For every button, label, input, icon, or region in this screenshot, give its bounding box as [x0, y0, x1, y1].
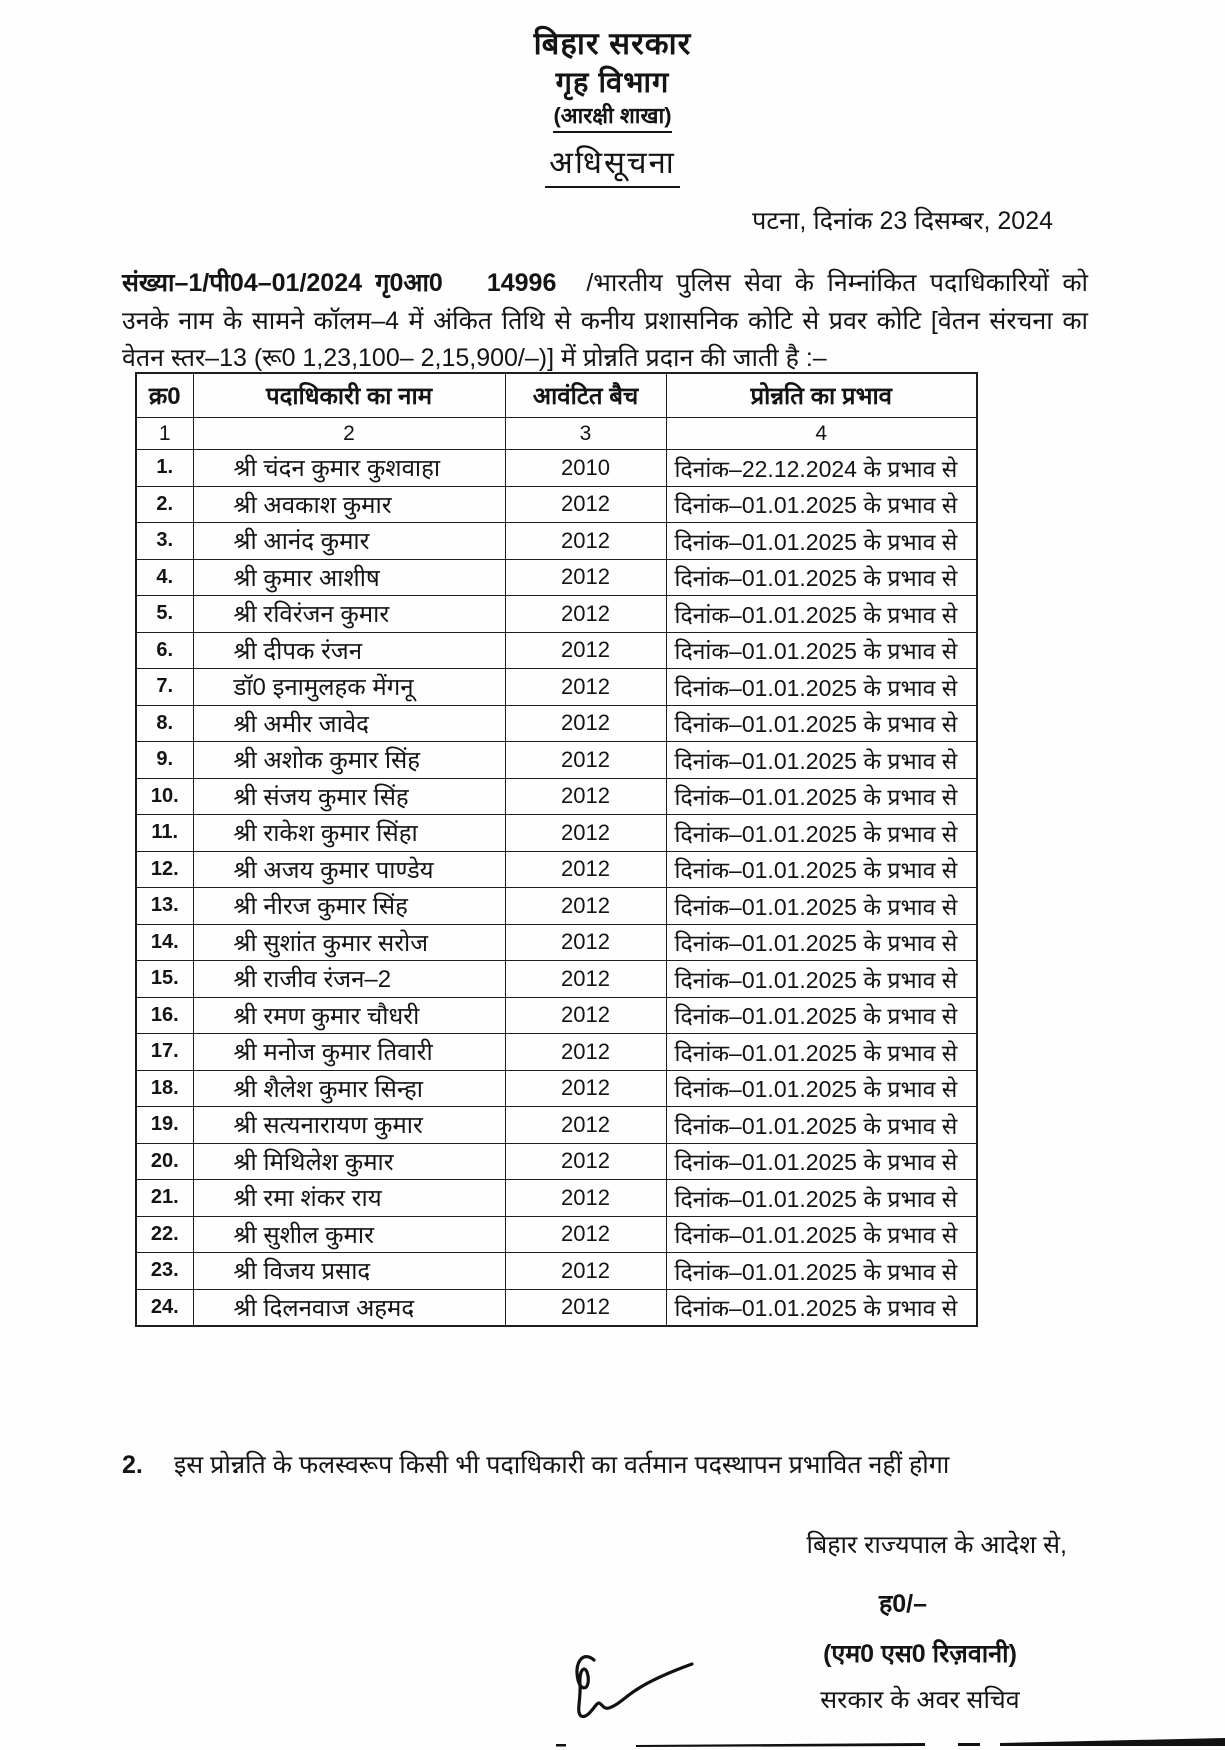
promotion-effect: दिनांक–01.01.2025 के प्रभाव से [666, 742, 977, 779]
promotion-effect: दिनांक–01.01.2025 के प्रभाव से [666, 1143, 977, 1180]
row-serial: 6. [136, 632, 193, 669]
promotion-effect: दिनांक–01.01.2025 के प्रभाव से [666, 1289, 977, 1326]
promotion-effect: दिनांक–01.01.2025 के प्रभाव से [666, 632, 977, 669]
row-serial: 10. [136, 778, 193, 815]
promotion-effect: दिनांक–22.12.2024 के प्रभाव से [666, 450, 977, 487]
row-serial: 24. [136, 1289, 193, 1326]
officer-name: श्री दीपक रंजन [193, 632, 505, 669]
promotion-effect: दिनांक–01.01.2025 के प्रभाव से [666, 596, 977, 633]
promotion-effect: दिनांक–01.01.2025 के प्रभाव से [666, 559, 977, 596]
officer-name: श्री संजय कुमार सिंह [193, 778, 505, 815]
promotion-effect: दिनांक–01.01.2025 के प्रभाव से [666, 888, 977, 925]
row-serial: 14. [136, 924, 193, 961]
allotted-batch: 2012 [505, 632, 666, 669]
promotion-effect: दिनांक–01.01.2025 के प्रभाव से [666, 1034, 977, 1071]
intro-paragraph [122, 265, 1088, 378]
promotion-effect: दिनांक–01.01.2025 के प्रभाव से [666, 961, 977, 998]
table-row [136, 559, 977, 596]
row-serial: 3. [136, 523, 193, 560]
column-number: 2 [193, 418, 505, 450]
department-name: गृह विभाग [555, 67, 670, 99]
allotted-batch: 2012 [505, 1216, 666, 1253]
table-row [136, 1070, 977, 1107]
officer-name: श्री मनोज कुमार तिवारी [193, 1034, 505, 1071]
dispatch-number: 14996 [486, 269, 557, 297]
notification-title: अधिसूचना [0, 141, 1225, 188]
signature-scribble [566, 1642, 706, 1737]
row-serial: 22. [136, 1216, 193, 1253]
allotted-batch: 2012 [505, 888, 666, 925]
allotted-batch: 2012 [505, 523, 666, 560]
header-batch: आवंटित बैच [505, 373, 666, 418]
officer-name: श्री अवकाश कुमार [193, 486, 505, 523]
table-row [136, 888, 977, 925]
officer-name: डॉ0 इनामुलहक मेंगनू [193, 669, 505, 706]
table-row [136, 778, 977, 815]
row-serial: 19. [136, 1107, 193, 1144]
row-serial: 17. [136, 1034, 193, 1071]
promotion-effect: दिनांक–01.01.2025 के प्रभाव से [666, 815, 977, 852]
allotted-batch: 2012 [505, 997, 666, 1034]
allotted-batch: 2012 [505, 961, 666, 998]
officers-promotion-table [135, 372, 978, 1327]
promotion-effect: दिनांक–01.01.2025 के प्रभाव से [666, 1253, 977, 1290]
officer-name: श्री कुमार आशीष [193, 559, 505, 596]
allotted-batch: 2012 [505, 705, 666, 742]
promotion-effect: दिनांक–01.01.2025 के प्रभाव से [666, 705, 977, 742]
officer-name: श्री अजय कुमार पाण्डेय [193, 851, 505, 888]
allotted-batch: 2012 [505, 1180, 666, 1217]
allotted-batch: 2012 [505, 815, 666, 852]
footnote-text: इस प्रोन्नति के फलस्वरूप किसी भी पदाधिकारी का वर्तमान पदस्थापन प्रभावित नहीं होगा [174, 1451, 950, 1479]
row-serial: 21. [136, 1180, 193, 1217]
branch-name: (आरक्षी शाखा) [553, 102, 671, 133]
row-serial: 2. [136, 486, 193, 523]
row-serial: 13. [136, 888, 193, 925]
officer-name: श्री दिलनवाज अहमद [193, 1289, 505, 1326]
promotion-effect: दिनांक–01.01.2025 के प्रभाव से [666, 997, 977, 1034]
officer-name: श्री रमा शंकर राय [193, 1180, 505, 1217]
allotted-batch: 2010 [505, 450, 666, 487]
reference-number-prefix: संख्या–1/पी04–01/2024 गृ0आ0 [122, 269, 443, 297]
table-row [136, 851, 977, 888]
promotion-effect: दिनांक–01.01.2025 के प्रभाव से [666, 851, 977, 888]
officer-name: श्री मिथिलेश कुमार [193, 1143, 505, 1180]
row-serial: 18. [136, 1070, 193, 1107]
table-row [136, 961, 977, 998]
allotted-batch: 2012 [505, 778, 666, 815]
row-serial: 1. [136, 450, 193, 487]
officer-name: श्री रविरंजन कुमार [193, 596, 505, 633]
signatory-name: (एम0 एस0 रिज़वानी) [823, 1640, 1017, 1668]
row-serial: 23. [136, 1253, 193, 1290]
table-row [136, 705, 977, 742]
row-serial: 8. [136, 705, 193, 742]
column-number: 3 [505, 418, 666, 450]
officer-name: श्री विजय प्रसाद [193, 1253, 505, 1290]
promotion-effect: दिनांक–01.01.2025 के प्रभाव से [666, 924, 977, 961]
scan-edge-artifact [0, 1736, 1225, 1750]
officer-name: श्री अमीर जावेद [193, 705, 505, 742]
row-serial: 12. [136, 851, 193, 888]
table-row [136, 1143, 977, 1180]
promotion-effect: दिनांक–01.01.2025 के प्रभाव से [666, 778, 977, 815]
officer-name: श्री आनंद कुमार [193, 523, 505, 560]
row-serial: 15. [136, 961, 193, 998]
officer-name: श्री राकेश कुमार सिंहा [193, 815, 505, 852]
document-header [0, 24, 1225, 133]
allotted-batch: 2012 [505, 1034, 666, 1071]
government-name: बिहार सरकार [533, 26, 692, 61]
allotted-batch: 2012 [505, 669, 666, 706]
signatory-title: सरकार के अवर सचिव [820, 1686, 1020, 1714]
table-row [136, 632, 977, 669]
table-row [136, 742, 977, 779]
officer-name: श्री सत्यनारायण कुमार [193, 1107, 505, 1144]
allotted-batch: 2012 [505, 924, 666, 961]
officer-name: श्री नीरज कुमार सिंह [193, 888, 505, 925]
allotted-batch: 2012 [505, 596, 666, 633]
header-name: पदाधिकारी का नाम [193, 373, 505, 418]
officer-name: श्री सुशील कुमार [193, 1216, 505, 1253]
allotted-batch: 2012 [505, 1253, 666, 1290]
table-row [136, 815, 977, 852]
allotted-batch: 2012 [505, 1070, 666, 1107]
table-row [136, 1180, 977, 1217]
table-row [136, 1034, 977, 1071]
table-row [136, 924, 977, 961]
signed-mark: ह0/– [878, 1590, 928, 1618]
table-row [136, 1289, 977, 1326]
allotted-batch: 2012 [505, 1107, 666, 1144]
allotted-batch: 2012 [505, 742, 666, 779]
officer-name: श्री रमण कुमार चौधरी [193, 997, 505, 1034]
footnote-number: 2. [122, 1451, 143, 1479]
row-serial: 11. [136, 815, 193, 852]
table-row [136, 1216, 977, 1253]
promotion-effect: दिनांक–01.01.2025 के प्रभाव से [666, 1180, 977, 1217]
table-row [136, 486, 977, 523]
intro-body-text: /भारतीय पुलिस सेवा के निम्नांकित पदाधिकारियों को उनके नाम के सामने कॉलम–4 में अंकित तिथि से कनीय प्रशासनिक कोटि से प्रवर कोटि [वेतन संरचना का वेतन स्तर–13 (रू0 1,23,100– 2,15,900/–)] में प्रोन्नति प्रदान की जाती है :– [122, 269, 1088, 372]
table-row [136, 669, 977, 706]
table-row [136, 997, 977, 1034]
table-row [136, 1107, 977, 1144]
officer-name: श्री अशोक कुमार सिंह [193, 742, 505, 779]
column-number: 1 [136, 418, 193, 450]
allotted-batch: 2012 [505, 1289, 666, 1326]
officer-name: श्री शैलेश कुमार सिन्हा [193, 1070, 505, 1107]
row-serial: 20. [136, 1143, 193, 1180]
allotted-batch: 2012 [505, 851, 666, 888]
promotion-effect: दिनांक–01.01.2025 के प्रभाव से [666, 1216, 977, 1253]
officers-table-body [136, 450, 977, 1327]
row-serial: 16. [136, 997, 193, 1034]
by-order-line: बिहार राज्यपाल के आदेश से, [806, 1531, 1067, 1559]
allotted-batch: 2012 [505, 559, 666, 596]
header-serial: क्र0 [136, 373, 193, 418]
column-number: 4 [666, 418, 977, 450]
table-row [136, 523, 977, 560]
promotion-effect: दिनांक–01.01.2025 के प्रभाव से [666, 523, 977, 560]
place-date: पटना, दिनांक 23 दिसम्बर, 2024 [752, 207, 1053, 235]
row-serial: 5. [136, 596, 193, 633]
table-row [136, 450, 977, 487]
promotion-effect: दिनांक–01.01.2025 के प्रभाव से [666, 669, 977, 706]
allotted-batch: 2012 [505, 1143, 666, 1180]
table-row [136, 1253, 977, 1290]
allotted-batch: 2012 [505, 486, 666, 523]
table-header-row [136, 373, 977, 418]
table-row [136, 596, 977, 633]
promotion-effect: दिनांक–01.01.2025 के प्रभाव से [666, 486, 977, 523]
header-effect: प्रोन्नति का प्रभाव [666, 373, 977, 418]
footnote [122, 1447, 1092, 1481]
row-serial: 9. [136, 742, 193, 779]
row-serial: 4. [136, 559, 193, 596]
row-serial: 7. [136, 669, 193, 706]
officer-name: श्री राजीव रंजन–2 [193, 961, 505, 998]
officer-name: श्री सुशांत कुमार सरोज [193, 924, 505, 961]
promotion-effect: दिनांक–01.01.2025 के प्रभाव से [666, 1070, 977, 1107]
column-number-row [136, 418, 977, 450]
officer-name: श्री चंदन कुमार कुशवाहा [193, 450, 505, 487]
promotion-effect: दिनांक–01.01.2025 के प्रभाव से [666, 1107, 977, 1144]
